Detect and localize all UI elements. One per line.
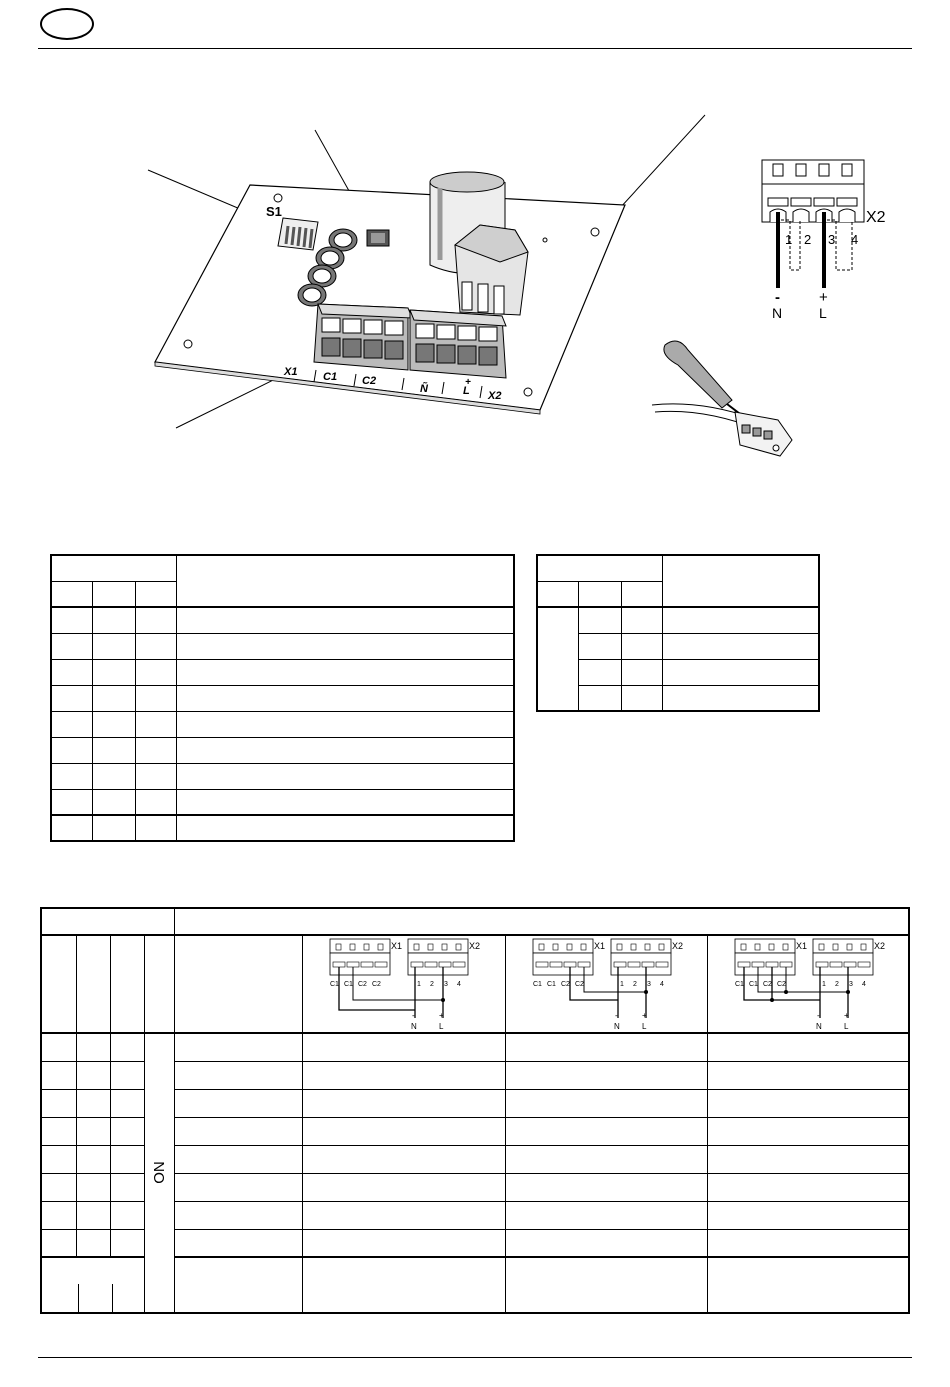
wiring-diagram-1: [303, 936, 503, 1032]
on-label-cell: [144, 1033, 174, 1313]
mini-x2-pin: 4: [456, 981, 461, 988]
x2-line-label: L: [819, 305, 827, 321]
mini-x1-pin: C1: [343, 981, 353, 988]
mini-n-label: N: [410, 1022, 417, 1031]
table-row: [537, 659, 819, 685]
x2-connector-diagram: [755, 155, 895, 325]
mini-plus: +: [844, 1011, 849, 1020]
x2-neutral-label: N: [772, 305, 783, 321]
mini-x2-pin: 4: [659, 981, 664, 988]
table-row: [537, 633, 819, 659]
wiring-diagram-2: [506, 936, 706, 1032]
mini-x2-pin: 2: [632, 981, 637, 988]
mini-x1-label: X1: [390, 941, 402, 951]
table-row: [51, 711, 514, 737]
mini-x1-label: X1: [796, 941, 808, 951]
mini-x2-pin: 3: [443, 981, 448, 988]
mini-x2-pin: 1: [822, 981, 826, 988]
mini-plus: +: [641, 1011, 647, 1020]
terminal-label: C1: [323, 371, 338, 383]
table-row: [51, 659, 514, 685]
mini-n-label: N: [816, 1022, 822, 1031]
mini-minus: -: [614, 1011, 618, 1020]
wiring-diagram-cell: [505, 935, 707, 1033]
terminal-plus-mark: +: [465, 377, 471, 388]
table-row: [51, 763, 514, 789]
terminal-label: L: [463, 385, 470, 397]
mini-l-label: L: [641, 1022, 647, 1031]
table-row: [51, 633, 514, 659]
switch-s1-label: S1: [266, 204, 282, 219]
footer-rule: [38, 1357, 912, 1358]
mini-x2-pin: 3: [849, 981, 853, 988]
mini-plus: +: [438, 1011, 444, 1020]
table-row: [537, 685, 819, 711]
mini-x2-pin: 1: [619, 981, 624, 988]
mini-x2-label: X2: [874, 941, 886, 951]
mini-x2-pin: 2: [429, 981, 434, 988]
mini-x1-pin: C1: [749, 981, 758, 988]
x2-pin-label: 1: [785, 232, 793, 247]
mini-l-label: L: [844, 1022, 849, 1031]
x2-pin-label: 2: [804, 232, 812, 247]
dip-switch-mode-table: [536, 554, 820, 712]
language-badge: [40, 8, 94, 40]
mini-x1-pin: C1: [735, 981, 744, 988]
mini-x1-pin: C2: [560, 981, 570, 988]
mini-x1-pin: C1: [532, 981, 542, 988]
table-row: [51, 815, 514, 841]
header-rule: [38, 48, 912, 49]
table-row: [51, 685, 514, 711]
x2-connector-label: X2: [866, 209, 886, 226]
mini-x1-pin: C2: [371, 981, 381, 988]
mini-n-label: N: [613, 1022, 620, 1031]
x2-plus-mark: +: [819, 289, 828, 306]
table-row: [537, 607, 819, 633]
mini-minus: -: [817, 1011, 820, 1020]
mini-minus: -: [411, 1011, 415, 1020]
screwdriver-illustration: [640, 330, 810, 480]
mini-x2-pin: 4: [862, 981, 866, 988]
control-board-illustration: [140, 105, 710, 435]
terminal-label: Ñ: [420, 383, 428, 395]
x2-pin-label: 4: [851, 232, 859, 247]
mini-x1-pin: C2: [777, 981, 786, 988]
on-label: ON: [150, 1161, 168, 1184]
mini-x1-pin: C1: [546, 981, 556, 988]
mini-x2-pin: 2: [835, 981, 839, 988]
wiring-diagram-cell: [302, 935, 505, 1033]
table-row: [41, 1033, 909, 1061]
mini-x1-label: X1: [593, 941, 605, 951]
mini-x1-pin: C2: [357, 981, 367, 988]
table-row: [51, 737, 514, 763]
table-header-cell: [51, 555, 176, 581]
mini-x2-label: X2: [671, 941, 683, 951]
wiring-configuration-table: [40, 907, 910, 1314]
wiring-diagram-3: [708, 936, 908, 1032]
x2-minus-mark: -: [775, 289, 780, 306]
mini-x2-pin: 1: [416, 981, 421, 988]
terminal-label: X1: [284, 366, 298, 378]
mini-x1-pin: C2: [763, 981, 772, 988]
mini-x2-pin: 3: [646, 981, 651, 988]
mini-x1-pin: C2: [574, 981, 584, 988]
mini-x2-label: X2: [468, 941, 480, 951]
table-row: [51, 789, 514, 815]
mini-l-label: L: [438, 1022, 444, 1031]
dip-switch-settings-table: [50, 554, 515, 842]
x2-pin-label: 3: [828, 232, 836, 247]
table-row: [51, 607, 514, 633]
terminal-label: C2: [362, 375, 377, 387]
wiring-diagram-cell: [708, 935, 910, 1033]
terminal-label: X2: [488, 390, 502, 402]
table-header-cell: [176, 555, 514, 607]
mini-x1-pin: C1: [329, 981, 339, 988]
